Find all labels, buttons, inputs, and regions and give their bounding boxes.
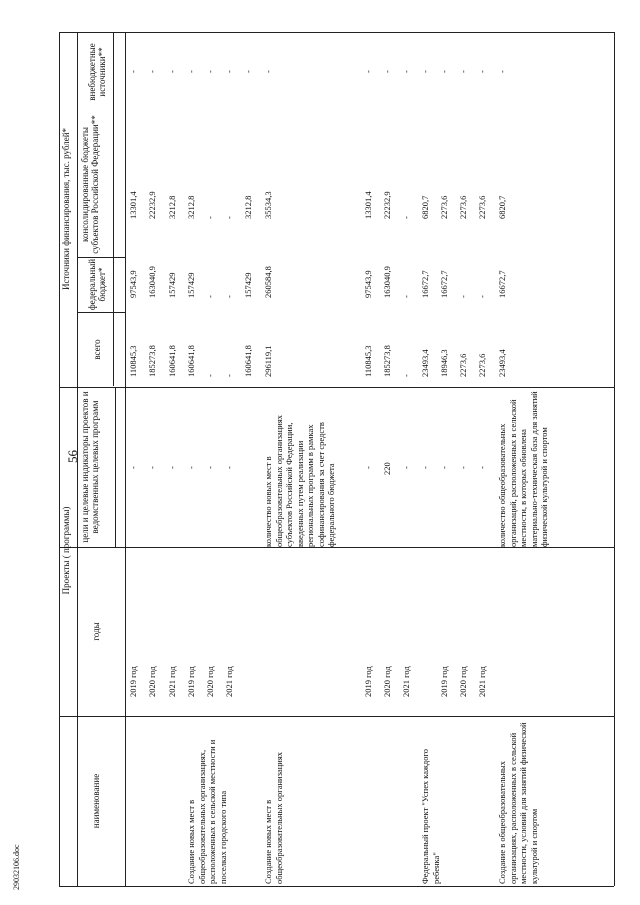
header-name: наименование: [91, 773, 101, 829]
row-federal: 157429: [186, 272, 196, 298]
row-goal: -: [186, 466, 196, 469]
row-federal: 97543,9: [128, 270, 138, 298]
row-extra: -: [167, 70, 177, 73]
row-federal: -: [477, 295, 487, 298]
row-regional: 2273,6: [458, 195, 468, 219]
row-federal: 163040,9: [147, 266, 157, 298]
row-federal: 157429: [243, 272, 253, 298]
row-total: -: [205, 374, 215, 377]
row-year: 2020 год: [147, 666, 157, 697]
row-goal: -: [401, 466, 411, 469]
row-extra: -: [205, 70, 215, 73]
row-regional: 13301,4: [363, 191, 373, 219]
row-total: 160641,8: [243, 345, 253, 377]
header-goals: цели и целевые индикаторы проектов и ведомственных целевых программ: [80, 391, 100, 543]
row-year: 2019 год: [439, 666, 449, 697]
row-federal: -: [205, 295, 215, 298]
row-goal: -: [128, 466, 138, 469]
row-year: 2019 год: [128, 666, 138, 697]
row-total: 296119,1: [263, 345, 273, 377]
row-total: 160641,8: [167, 345, 177, 377]
row-regional: 2273,6: [477, 195, 487, 219]
row-total: 110845,3: [363, 345, 373, 377]
row-extra: -: [263, 70, 273, 73]
row-total: 23493,4: [420, 349, 430, 377]
row-total: 185273,8: [147, 345, 157, 377]
row-regional: 2273,6: [439, 195, 449, 219]
row-federal: 16672,7: [439, 270, 449, 298]
page-number: 56: [65, 450, 80, 463]
row-extra: -: [420, 70, 430, 73]
row-goal: -: [458, 466, 468, 469]
row-extra: -: [497, 70, 507, 73]
row-year: 2020 год: [205, 666, 215, 697]
row-extra: -: [477, 70, 487, 73]
row-year: 2021 год: [477, 666, 487, 697]
row-goal: -: [224, 466, 234, 469]
row-extra: -: [439, 70, 449, 73]
row-total: 2273,6: [477, 353, 487, 377]
row-year: 2021 год: [224, 666, 234, 697]
row-regional: -: [205, 216, 215, 219]
row-extra: -: [186, 70, 196, 73]
row-goal: -: [477, 466, 487, 469]
row-total: 160641,8: [186, 345, 196, 377]
row-total: 2273,6: [458, 353, 468, 377]
row-year: 2019 год: [186, 666, 196, 697]
row-regional: -: [401, 216, 411, 219]
row-total: 18946,3: [439, 349, 449, 377]
row-year: 2021 год: [401, 666, 411, 697]
row-total: 185273,8: [382, 345, 392, 377]
row-goal: -: [363, 466, 373, 469]
row-regional: 6820,7: [420, 195, 430, 219]
header-regional: консолидированные бюджеты субъектов Российской Федерации**: [80, 115, 100, 254]
row-federal: 16672,7: [420, 270, 430, 298]
row-goal: -: [205, 466, 215, 469]
row-regional: -: [224, 216, 234, 219]
row-name: Создание новых мест в общеобразовательных организациях, расположенных в сельской местности и поселках городского типа: [186, 739, 228, 884]
row-extra: -: [363, 70, 373, 73]
row-regional: 35534,3: [263, 191, 273, 219]
row-goal: 220: [382, 462, 392, 475]
header-extra: внебюджетные источники**: [87, 43, 107, 101]
row-regional: 22232,9: [382, 191, 392, 219]
row-goal: количество новых мест в общеобразовательных организациях субъектов Российской Федерации, введенных путем реализации региональных программ в рамках софинансирования за счет средств федерального бюджета: [263, 415, 336, 547]
header-total: всего: [92, 339, 102, 360]
row-federal: -: [458, 295, 468, 298]
row-total: -: [401, 374, 411, 377]
row-goal: -: [420, 466, 430, 469]
row-federal: 97543,9: [363, 270, 373, 298]
row-regional: 3212,8: [186, 195, 196, 219]
row-total: 110845,3: [128, 345, 138, 377]
row-extra: -: [401, 70, 411, 73]
row-extra: -: [128, 70, 138, 73]
row-federal: 157429: [167, 272, 177, 298]
row-name: Создание новых мест в общеобразовательных организациях: [263, 752, 284, 884]
footer-code: 29032106.doc: [12, 844, 21, 890]
row-goal: -: [167, 466, 177, 469]
row-regional: 22232,9: [147, 191, 157, 219]
row-goal: -: [147, 466, 157, 469]
row-federal: 260584,8: [263, 266, 273, 298]
row-year: 2021 год: [167, 666, 177, 697]
row-goal: -: [439, 466, 449, 469]
row-goal: количество общеобразовательных организаций, расположенных в сельской местности, в которых обновлена материально-техническая база для занятий физической культурой и спортом: [497, 391, 549, 547]
header-federal: федеральный бюджет*: [87, 258, 107, 311]
row-year: 2020 год: [382, 666, 392, 697]
row-regional: 3212,8: [243, 195, 253, 219]
row-regional: 6820,7: [497, 195, 507, 219]
header-group-projects: Проекты ( программы): [61, 506, 71, 595]
row-year: 2019 год: [363, 666, 373, 697]
header-years: годы: [91, 622, 101, 641]
row-total: 23493,4: [497, 349, 507, 377]
row-extra: -: [243, 70, 253, 73]
row-name: Федеральный проект "Успех каждого ребенка": [420, 749, 441, 884]
row-federal: -: [224, 295, 234, 298]
row-year: 2020 год: [458, 666, 468, 697]
row-total: -: [224, 374, 234, 377]
row-name: Создание в общеобразовательных организациях, расположенных в сельской местности, условий для занятий физической культурой и спортом: [497, 722, 539, 884]
row-extra: -: [224, 70, 234, 73]
row-extra: -: [147, 70, 157, 73]
row-extra: -: [458, 70, 468, 73]
row-federal: 163040,9: [382, 266, 392, 298]
row-federal: -: [401, 295, 411, 298]
row-regional: 13301,4: [128, 191, 138, 219]
row-federal: 16672,7: [497, 270, 507, 298]
row-extra: -: [382, 70, 392, 73]
row-regional: 3212,8: [167, 195, 177, 219]
header-group-sources: Источники финансирования, тыс. рублей*: [61, 127, 71, 291]
